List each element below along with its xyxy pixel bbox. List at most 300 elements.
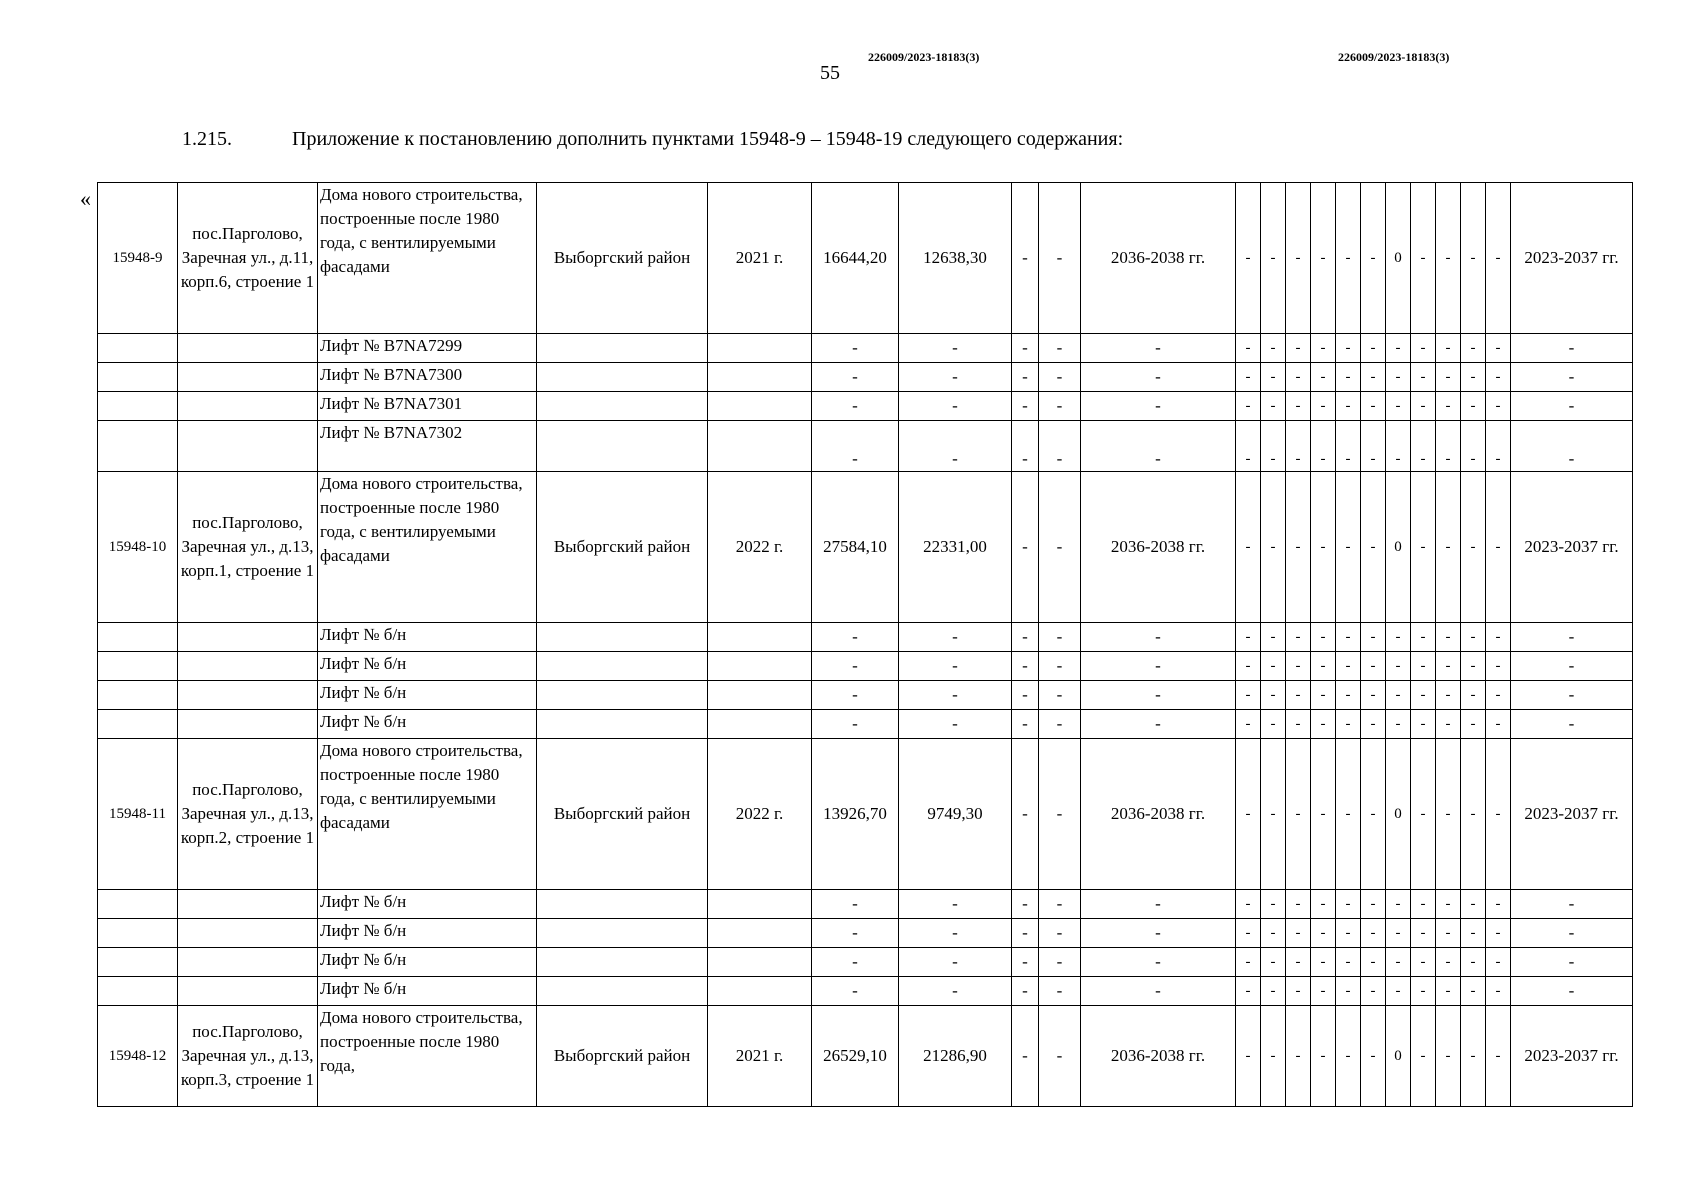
lift-dash-cell: - [1486,890,1511,919]
lift-dash-cell: - [1311,392,1336,421]
lift-row [98,652,1633,681]
lift-dash-cell: - [1012,421,1039,472]
lift-dash-cell: - [1261,890,1286,919]
flag-cell: - [1286,1006,1311,1107]
lift-dash-cell: - [1286,392,1311,421]
lift-dash-cell: - [1039,919,1081,948]
lift-dash-cell: - [899,652,1012,681]
lift-dash-cell: - [1311,334,1336,363]
dash-cell: - [1039,739,1081,890]
flag-cell: - [1411,739,1436,890]
empty-cell [708,681,812,710]
lift-dash-cell: - [1461,623,1486,652]
empty-cell [708,948,812,977]
lift-dash-cell: - [1261,363,1286,392]
flag-cell: - [1311,1006,1336,1107]
lift-dash-cell: - [1511,919,1633,948]
lift-dash-cell: - [1236,421,1261,472]
lift-dash-cell: - [1012,919,1039,948]
lift-dash-cell: - [1411,710,1436,739]
year-cell: 2022 г. [708,472,812,623]
lift-dash-cell: - [1311,919,1336,948]
empty-cell [708,334,812,363]
empty-cell [178,977,318,1006]
lift-dash-cell: - [1511,948,1633,977]
flag-cell: - [1236,739,1261,890]
term-cell: 2023-2037 гг. [1511,1006,1633,1107]
lift-dash-cell: - [1436,681,1461,710]
flag-cell: - [1261,739,1286,890]
lift-dash-cell: - [1461,652,1486,681]
empty-cell [708,710,812,739]
lift-dash-cell: - [1436,334,1461,363]
living-area-cell: 22331,00 [899,472,1012,623]
lift-dash-cell: - [1461,392,1486,421]
empty-cell [178,710,318,739]
lift-dash-cell: - [1012,710,1039,739]
empty-cell [178,890,318,919]
lift-dash-cell: - [1411,919,1436,948]
lift-dash-cell: - [1511,890,1633,919]
dash-cell: - [1039,472,1081,623]
lift-dash-cell: - [1039,652,1081,681]
lift-dash-cell: - [1012,392,1039,421]
lift-dash-cell: - [1511,977,1633,1006]
lift-dash-cell: - [1511,681,1633,710]
lift-row [98,334,1633,363]
lift-dash-cell: - [1081,890,1236,919]
lift-name-cell: Лифт № б/н [318,919,537,948]
flag-cell: - [1361,1006,1386,1107]
empty-cell [537,890,708,919]
lift-dash-cell: - [1286,681,1311,710]
dash-cell: - [1039,183,1081,334]
item-number-cell: 15948-12 [98,1006,178,1107]
lift-dash-cell: - [1286,890,1311,919]
lift-dash-cell: - [1411,421,1436,472]
lift-dash-cell: - [1336,392,1361,421]
lift-dash-cell: - [1386,421,1411,472]
flag-cell: - [1336,1006,1361,1107]
lift-row [98,681,1633,710]
lift-dash-cell: - [1411,392,1436,421]
lift-dash-cell: - [1486,919,1511,948]
lift-dash-cell: - [1436,948,1461,977]
flag-cell: - [1411,1006,1436,1107]
year-cell: 2022 г. [708,739,812,890]
description-cell: Дома нового строительства, построенные после 1980 года, [318,1006,537,1107]
district-cell: Выборгский район [537,183,708,334]
lift-dash-cell: - [899,681,1012,710]
lift-row [98,890,1633,919]
building-row [98,739,1633,890]
term-cell: 2023-2037 гг. [1511,183,1633,334]
lift-dash-cell: - [1311,710,1336,739]
empty-cell [178,652,318,681]
lift-dash-cell: - [899,623,1012,652]
flag-cell: - [1311,183,1336,334]
building-row [98,183,1633,334]
empty-cell [537,948,708,977]
lift-dash-cell: - [1261,977,1286,1006]
lift-dash-cell: - [1511,710,1633,739]
empty-cell [98,890,178,919]
empty-cell [178,334,318,363]
flag-cell: - [1361,472,1386,623]
lift-dash-cell: - [1336,363,1361,392]
lift-dash-cell: - [1039,421,1081,472]
lift-dash-cell: - [1236,623,1261,652]
lift-name-cell: Лифт № б/н [318,681,537,710]
lift-dash-cell: - [1411,977,1436,1006]
address-cell: пос.Парголово, Заречная ул., д.11, корп.6, строение 1 [178,183,318,334]
flag-cell: - [1236,183,1261,334]
lift-dash-cell: - [1012,363,1039,392]
lift-dash-cell: - [1486,948,1511,977]
lift-dash-cell: - [1461,919,1486,948]
lift-dash-cell: - [1336,977,1361,1006]
lift-dash-cell: - [1361,948,1386,977]
empty-cell [537,392,708,421]
address-cell: пос.Парголово, Заречная ул., д.13, корп.3, строение 1 [178,1006,318,1107]
lift-dash-cell: - [1411,681,1436,710]
lift-dash-cell: - [1361,623,1386,652]
lift-dash-cell: - [1261,681,1286,710]
term-cell: 2023-2037 гг. [1511,739,1633,890]
lift-dash-cell: - [812,421,899,472]
lift-dash-cell: - [1261,334,1286,363]
lift-dash-cell: - [1386,919,1411,948]
lift-dash-cell: - [1311,363,1336,392]
lift-dash-cell: - [1486,392,1511,421]
flag-cell: - [1411,472,1436,623]
flag-cell: 0 [1386,472,1411,623]
flag-cell: - [1261,183,1286,334]
description-cell: Дома нового строительства, построенные после 1980 года, с вентилируемыми фасадами [318,472,537,623]
living-area-cell: 9749,30 [899,739,1012,890]
intro-text: Приложение к постановлению дополнить пунктами 15948-9 – 15948-19 следующего содержания: [292,128,1124,150]
empty-cell [98,681,178,710]
lift-dash-cell: - [1311,652,1336,681]
empty-cell [537,421,708,472]
lift-dash-cell: - [812,334,899,363]
dash-cell: - [1012,1006,1039,1107]
flag-cell: 0 [1386,183,1411,334]
lift-dash-cell: - [1436,977,1461,1006]
lift-dash-cell: - [1436,392,1461,421]
lift-dash-cell: - [1236,890,1261,919]
district-cell: Выборгский район [537,472,708,623]
living-area-cell: 12638,30 [899,183,1012,334]
lift-dash-cell: - [1436,710,1461,739]
lift-dash-cell: - [1486,681,1511,710]
lift-dash-cell: - [1261,652,1286,681]
flag-cell: - [1361,183,1386,334]
empty-cell [708,623,812,652]
lift-dash-cell: - [1286,623,1311,652]
lift-dash-cell: - [1236,334,1261,363]
lift-dash-cell: - [1411,890,1436,919]
district-cell: Выборгский район [537,739,708,890]
lift-dash-cell: - [1236,681,1261,710]
living-area-cell: 21286,90 [899,1006,1012,1107]
lift-dash-cell: - [1386,710,1411,739]
lift-row [98,919,1633,948]
period-cell: 2036-2038 гг. [1081,183,1236,334]
document-number-right: 226009/2023-18183(3) [1338,50,1450,64]
lift-dash-cell: - [1012,890,1039,919]
lift-name-cell: Лифт № B7NA7299 [318,334,537,363]
lift-dash-cell: - [1486,652,1511,681]
lift-dash-cell: - [1386,334,1411,363]
empty-cell [537,681,708,710]
document-number-left: 226009/2023-18183(3) [868,50,980,64]
empty-cell [708,392,812,421]
lift-dash-cell: - [1386,977,1411,1006]
lift-dash-cell: - [1311,948,1336,977]
lift-dash-cell: - [1286,334,1311,363]
lift-dash-cell: - [1012,948,1039,977]
lift-dash-cell: - [1411,334,1436,363]
flag-cell: - [1486,739,1511,890]
lift-dash-cell: - [899,948,1012,977]
lift-dash-cell: - [1436,652,1461,681]
lift-dash-cell: - [1361,919,1386,948]
lift-dash-cell: - [1411,363,1436,392]
lift-dash-cell: - [1511,421,1633,472]
flag-cell: - [1336,739,1361,890]
lift-dash-cell: - [1236,392,1261,421]
lift-dash-cell: - [812,392,899,421]
lift-dash-cell: - [1012,681,1039,710]
address-cell: пос.Парголово, Заречная ул., д.13, корп.2, строение 1 [178,739,318,890]
lift-dash-cell: - [1261,948,1286,977]
lift-dash-cell: - [1461,681,1486,710]
lift-dash-cell: - [1261,919,1286,948]
lift-dash-cell: - [1461,334,1486,363]
flag-cell: - [1286,183,1311,334]
lift-dash-cell: - [1361,392,1386,421]
lift-dash-cell: - [1039,977,1081,1006]
lift-dash-cell: - [1039,710,1081,739]
empty-cell [98,421,178,472]
empty-cell [98,710,178,739]
intro-paragraph [182,128,1123,151]
period-cell: 2036-2038 гг. [1081,739,1236,890]
lift-dash-cell: - [812,977,899,1006]
lift-dash-cell: - [1286,652,1311,681]
lift-dash-cell: - [1411,623,1436,652]
empty-cell [537,652,708,681]
lift-dash-cell: - [1236,948,1261,977]
item-number-cell: 15948-9 [98,183,178,334]
lift-dash-cell: - [1081,710,1236,739]
lift-dash-cell: - [1039,890,1081,919]
lift-name-cell: Лифт № б/н [318,652,537,681]
building-row [98,472,1633,623]
lift-name-cell: Лифт № B7NA7302 [318,421,537,472]
dash-cell: - [1039,1006,1081,1107]
lift-dash-cell: - [1081,948,1236,977]
lift-dash-cell: - [1361,977,1386,1006]
lift-dash-cell: - [1311,681,1336,710]
flag-cell: 0 [1386,1006,1411,1107]
flag-cell: - [1286,739,1311,890]
term-cell: 2023-2037 гг. [1511,472,1633,623]
lift-name-cell: Лифт № б/н [318,623,537,652]
flag-cell: - [1261,472,1286,623]
empty-cell [708,977,812,1006]
lift-dash-cell: - [899,334,1012,363]
lift-dash-cell: - [1286,421,1311,472]
lift-dash-cell: - [1486,710,1511,739]
empty-cell [178,681,318,710]
lift-dash-cell: - [1361,890,1386,919]
lift-dash-cell: - [1311,421,1336,472]
flag-cell: - [1461,739,1486,890]
lift-dash-cell: - [1261,421,1286,472]
lift-dash-cell: - [1261,710,1286,739]
description-cell: Дома нового строительства, построенные после 1980 года, с вентилируемыми фасадами [318,183,537,334]
empty-cell [98,977,178,1006]
lift-dash-cell: - [1311,977,1336,1006]
lift-dash-cell: - [812,948,899,977]
lift-dash-cell: - [1286,919,1311,948]
table-body [98,183,1633,1107]
lift-dash-cell: - [1411,652,1436,681]
lift-dash-cell: - [1461,363,1486,392]
empty-cell [98,363,178,392]
page-number: 55 [820,62,840,84]
lift-dash-cell: - [1336,710,1361,739]
lift-dash-cell: - [1386,392,1411,421]
district-cell: Выборгский район [537,1006,708,1107]
empty-cell [98,623,178,652]
lift-dash-cell: - [1486,421,1511,472]
lift-dash-cell: - [812,623,899,652]
lift-dash-cell: - [1081,652,1236,681]
lift-dash-cell: - [899,392,1012,421]
lift-row [98,363,1633,392]
empty-cell [708,421,812,472]
flag-cell: - [1486,1006,1511,1107]
lift-dash-cell: - [1311,623,1336,652]
flag-cell: - [1311,739,1336,890]
lift-name-cell: Лифт № б/н [318,890,537,919]
flag-cell: - [1311,472,1336,623]
lift-row [98,977,1633,1006]
flag-cell: - [1336,183,1361,334]
lift-dash-cell: - [1486,623,1511,652]
lift-dash-cell: - [1081,681,1236,710]
lift-dash-cell: - [812,681,899,710]
empty-cell [537,623,708,652]
buildings-table [97,182,1633,1107]
flag-cell: - [1486,472,1511,623]
lift-dash-cell: - [1436,363,1461,392]
item-number-cell: 15948-11 [98,739,178,890]
empty-cell [98,948,178,977]
lift-dash-cell: - [899,710,1012,739]
dash-cell: - [1012,472,1039,623]
empty-cell [537,977,708,1006]
lift-dash-cell: - [1081,623,1236,652]
lift-dash-cell: - [1081,977,1236,1006]
total-area-cell: 16644,20 [812,183,899,334]
flag-cell: - [1436,739,1461,890]
lift-dash-cell: - [1336,623,1361,652]
empty-cell [178,421,318,472]
lift-dash-cell: - [1081,392,1236,421]
lift-dash-cell: - [1012,652,1039,681]
lift-dash-cell: - [1386,948,1411,977]
empty-cell [98,652,178,681]
lift-dash-cell: - [1236,363,1261,392]
empty-cell [178,392,318,421]
item-number-cell: 15948-10 [98,472,178,623]
lift-dash-cell: - [1461,890,1486,919]
lift-name-cell: Лифт № B7NA7301 [318,392,537,421]
lift-dash-cell: - [1012,623,1039,652]
lift-dash-cell: - [1336,919,1361,948]
lift-dash-cell: - [1361,363,1386,392]
lift-dash-cell: - [1336,334,1361,363]
lift-dash-cell: - [1461,948,1486,977]
lift-dash-cell: - [1411,948,1436,977]
lift-dash-cell: - [1336,948,1361,977]
flag-cell: - [1461,183,1486,334]
empty-cell [708,652,812,681]
lift-row [98,710,1633,739]
lift-dash-cell: - [1436,919,1461,948]
lift-dash-cell: - [1361,710,1386,739]
flag-cell: - [1436,472,1461,623]
empty-cell [537,710,708,739]
empty-cell [178,919,318,948]
flag-cell: - [1361,739,1386,890]
lift-dash-cell: - [899,421,1012,472]
lift-dash-cell: - [1236,652,1261,681]
flag-cell: - [1236,1006,1261,1107]
lift-dash-cell: - [812,710,899,739]
lift-dash-cell: - [812,919,899,948]
year-cell: 2021 г. [708,183,812,334]
lift-dash-cell: - [1039,681,1081,710]
total-area-cell: 13926,70 [812,739,899,890]
lift-dash-cell: - [812,363,899,392]
lift-row [98,421,1633,472]
lift-dash-cell: - [899,363,1012,392]
lift-dash-cell: - [1461,421,1486,472]
lift-dash-cell: - [1039,623,1081,652]
empty-cell [98,919,178,948]
lift-name-cell: Лифт № B7NA7300 [318,363,537,392]
lift-dash-cell: - [1511,334,1633,363]
lift-dash-cell: - [899,919,1012,948]
lift-dash-cell: - [1336,421,1361,472]
lift-dash-cell: - [1386,890,1411,919]
flag-cell: 0 [1386,739,1411,890]
dash-cell: - [1012,183,1039,334]
lift-dash-cell: - [899,977,1012,1006]
lift-name-cell: Лифт № б/н [318,710,537,739]
lift-name-cell: Лифт № б/н [318,948,537,977]
lift-dash-cell: - [1286,948,1311,977]
empty-cell [178,363,318,392]
lift-dash-cell: - [1486,363,1511,392]
flag-cell: - [1461,472,1486,623]
lift-dash-cell: - [812,652,899,681]
